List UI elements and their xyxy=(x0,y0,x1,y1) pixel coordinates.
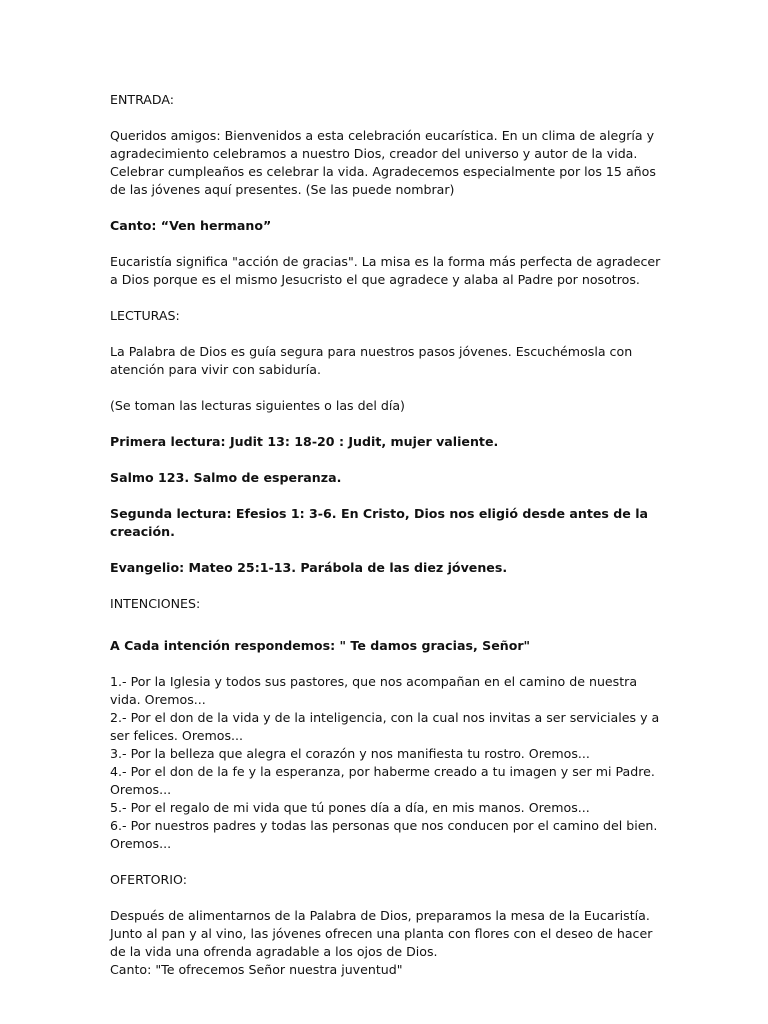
list-item: 6.- Por nuestros padres y todas las personas que nos conducen por el camino del bien. Oremos... xyxy=(110,818,658,851)
list-item: 1.- Por la Iglesia y todos sus pastores, que nos acompañan en el camino de nuestra vida. Oremos... xyxy=(110,674,638,707)
ofertorio-heading: OFERTORIO: xyxy=(110,872,187,887)
list-item: 2.- Por el don de la vida y de la inteligencia, con la cual nos invitas a ser serviciales y a ser felices. Oremos... xyxy=(110,710,660,743)
intenciones-heading: INTENCIONES: xyxy=(110,596,201,611)
list-item: 4.- Por el don de la fe y la esperanza, por haberme creado a tu imagen y ser mi Padre. Oremos... xyxy=(110,764,655,797)
salmo: Salmo 123. Salmo de esperanza. xyxy=(110,470,342,485)
segunda-lectura: Segunda lectura: Efesios 1: 3-6. En Cristo, Dios nos eligió desde antes de la creación. xyxy=(110,506,649,539)
intenciones-response: A Cada intención respondemos: " Te damos gracias, Señor" xyxy=(110,638,531,653)
lecturas-heading: LECTURAS: xyxy=(110,308,180,323)
list-item: 5.- Por el regalo de mi vida que tú pones día a día, en mis manos. Oremos... xyxy=(110,800,590,815)
lecturas-note: (Se toman las lecturas siguientes o las del día) xyxy=(110,398,405,413)
intenciones-list xyxy=(110,673,670,853)
entrada-heading: ENTRADA: xyxy=(110,92,175,107)
entrada-paragraph: Queridos amigos: Bienvenidos a esta celebración eucarística. En un clima de alegría y agradecimiento celebramos a nuestro Dios, creador del universo y autor de la vida. Celebrar cumpleaños es celebrar la vida. Agradecemos especialmente por los 15 años de las jóvenes aquí presentes. (Se las puede nombrar) xyxy=(110,128,656,197)
eucaristia-paragraph: Eucaristía significa "acción de gracias". La misa es la forma más perfecta de agradecer a Dios porque es el mismo Jesucristo el que agradece y alaba al Padre por nosotros. xyxy=(110,254,661,287)
ofertorio-canto: Canto: "Te ofrecemos Señor nuestra juventud" xyxy=(110,962,403,977)
evangelio: Evangelio: Mateo 25:1-13. Parábola de las diez jóvenes. xyxy=(110,560,508,575)
ofertorio-paragraph: Después de alimentarnos de la Palabra de Dios, preparamos la mesa de la Eucaristía. Junto al pan y al vino, las jóvenes ofrecen una planta con flores con el deseo de hacer de la vida una ofrenda agradable a los ojos de Dios. xyxy=(110,908,653,959)
canto-heading: Canto: “Ven hermano” xyxy=(110,218,272,233)
document-page xyxy=(110,91,670,979)
lecturas-paragraph: La Palabra de Dios es guía segura para nuestros pasos jóvenes. Escuchémosla con atención para vivir con sabiduría. xyxy=(110,344,633,377)
list-item: 3.- Por la belleza que alegra el corazón y nos manifiesta tu rostro. Oremos... xyxy=(110,746,590,761)
primera-lectura: Primera lectura: Judit 13: 18-20 : Judit, mujer valiente. xyxy=(110,434,499,449)
